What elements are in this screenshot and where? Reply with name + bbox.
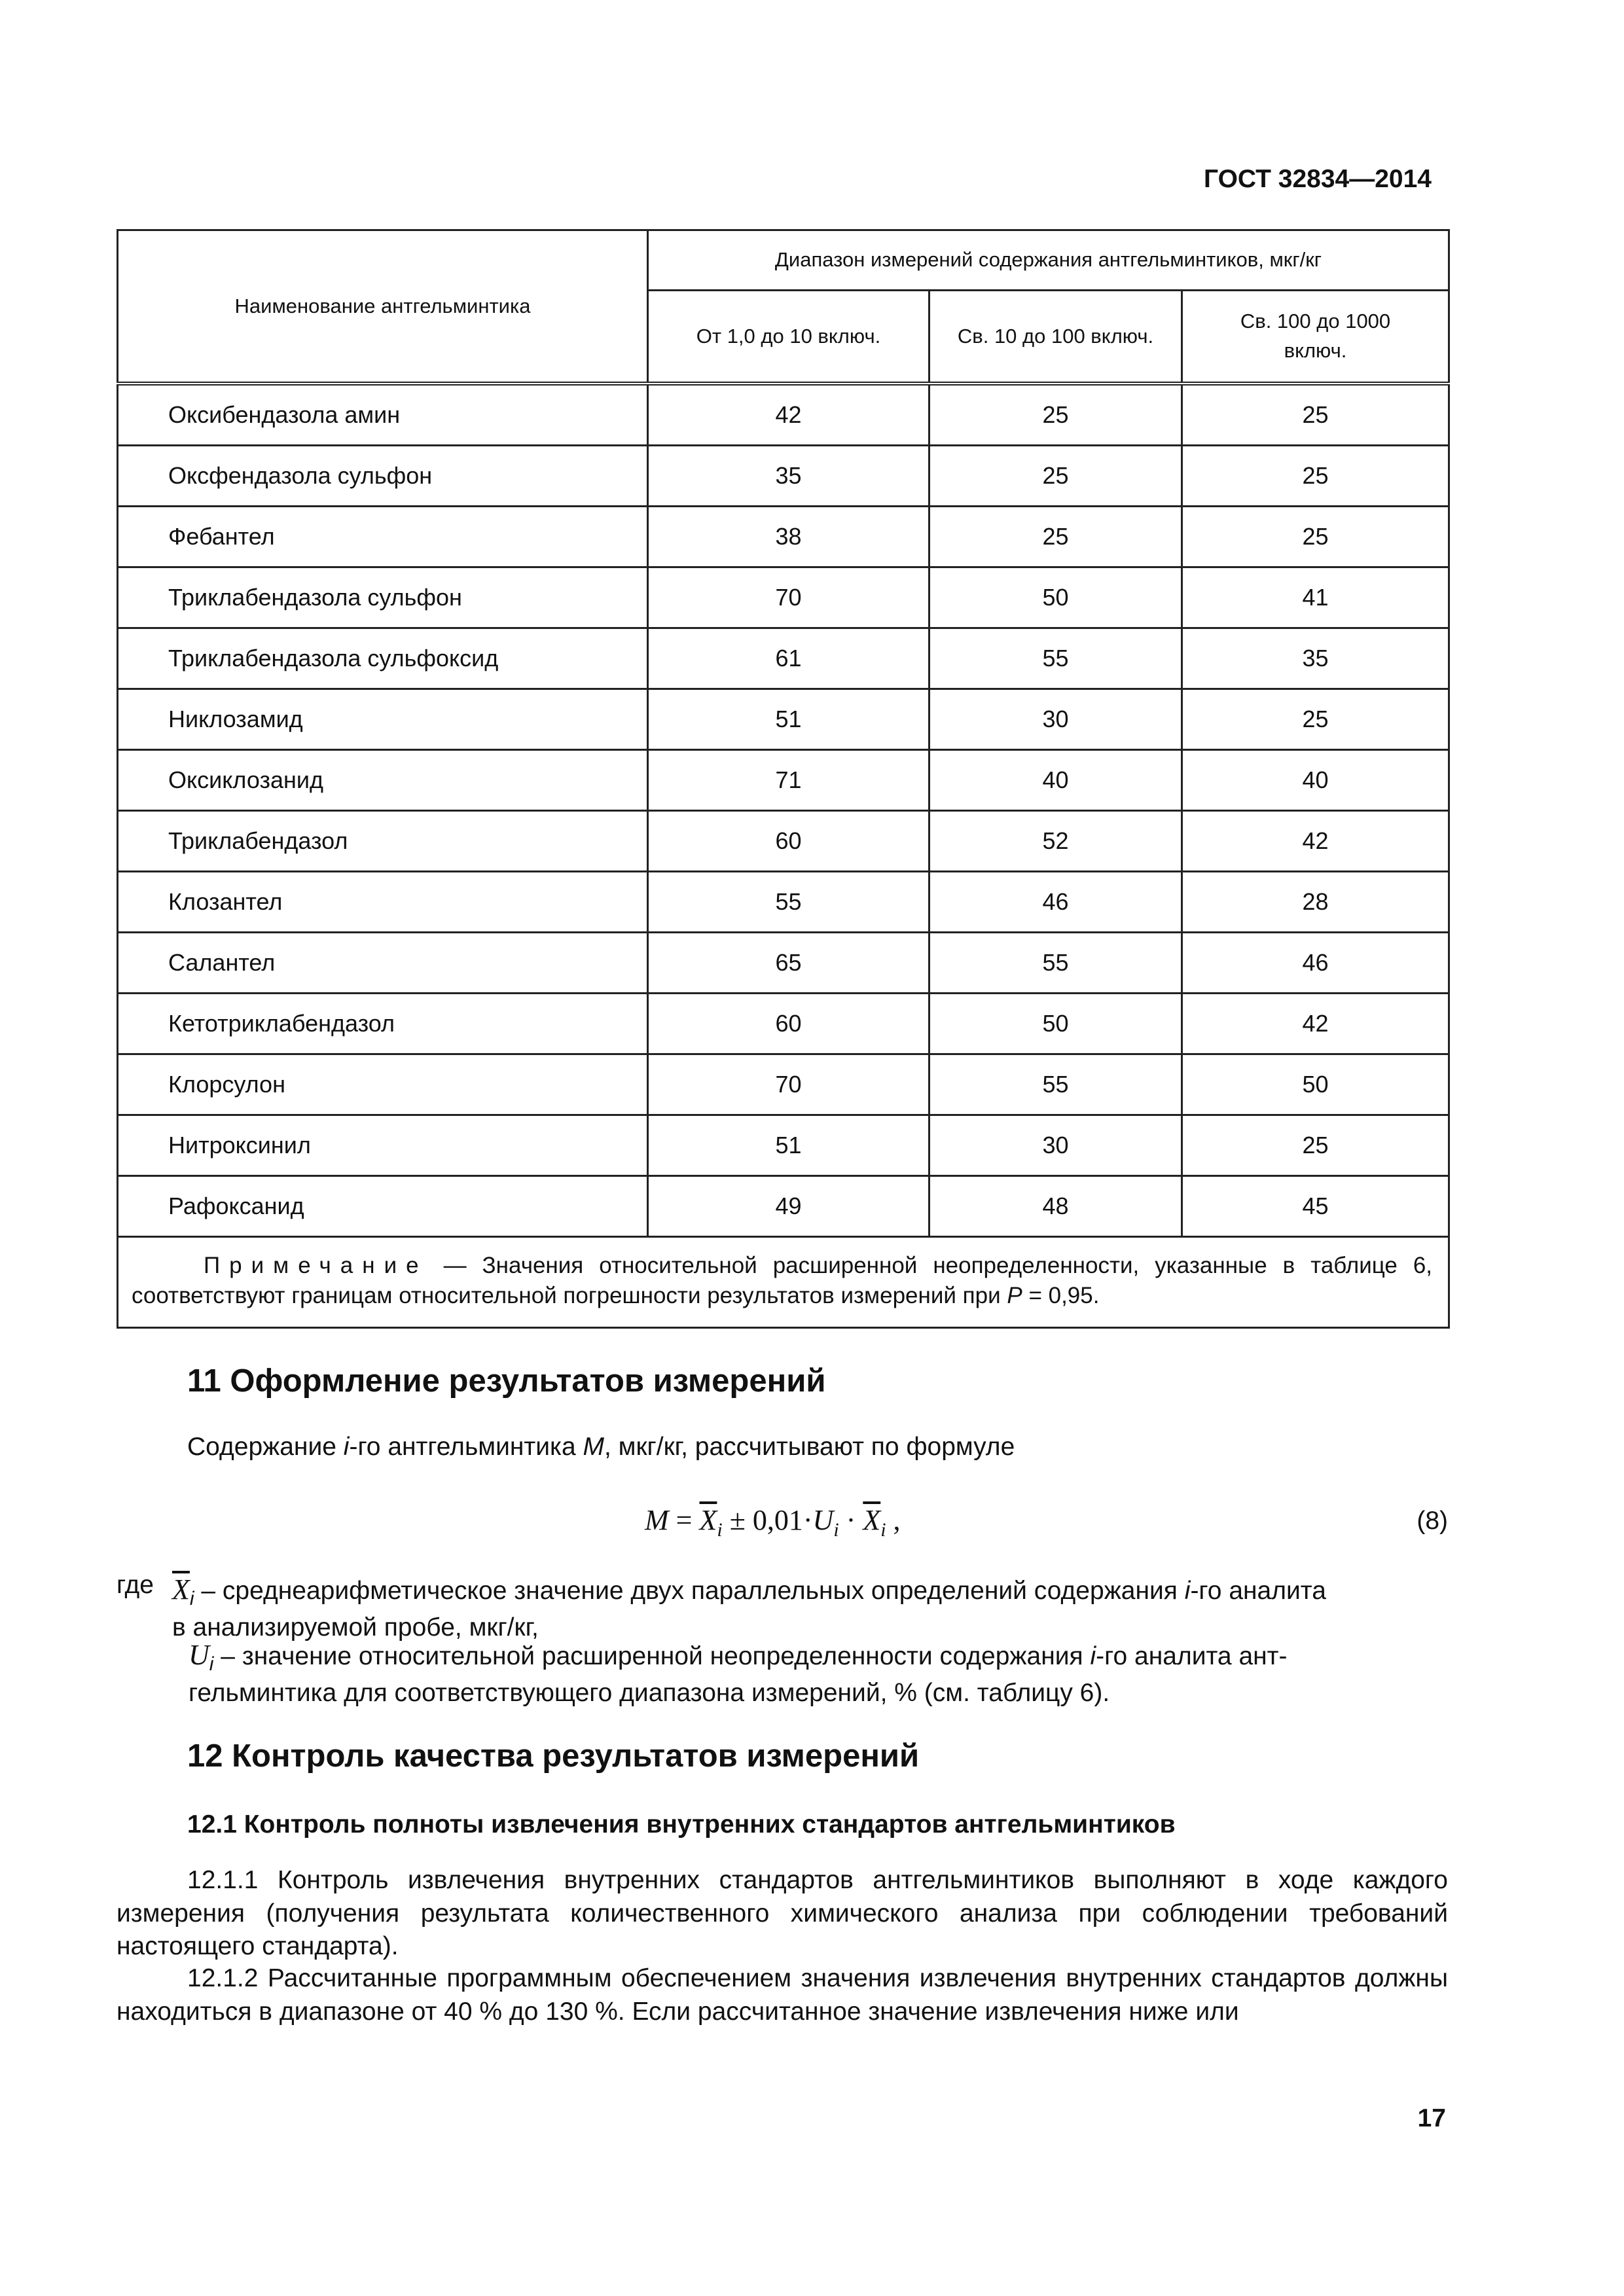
row-value-1: 51 bbox=[648, 689, 929, 750]
section-11-heading: 11 Оформление результатов измерений bbox=[187, 1363, 826, 1399]
row-value-3: 46 bbox=[1182, 933, 1449, 994]
formula-pm: ± 0,01· bbox=[722, 1504, 813, 1536]
row-value-2: 50 bbox=[929, 994, 1182, 1054]
document-id: ГОСТ 32834—2014 bbox=[1204, 165, 1432, 193]
row-value-3: 35 bbox=[1182, 628, 1449, 689]
row-value-2: 46 bbox=[929, 872, 1182, 933]
row-value-3: 50 bbox=[1182, 1054, 1449, 1115]
row-value-1: 55 bbox=[648, 872, 929, 933]
table-row bbox=[118, 933, 1449, 994]
row-value-2: 55 bbox=[929, 1054, 1182, 1115]
row-value-1: 65 bbox=[648, 933, 929, 994]
row-value-1: 60 bbox=[648, 811, 929, 872]
row-value-3: 40 bbox=[1182, 750, 1449, 811]
row-name: Клозантел bbox=[118, 872, 648, 933]
table-row bbox=[118, 750, 1449, 811]
formula-u: U bbox=[812, 1504, 834, 1536]
row-value-2: 40 bbox=[929, 750, 1182, 811]
row-value-1: 51 bbox=[648, 1115, 929, 1176]
row-value-2: 50 bbox=[929, 567, 1182, 628]
def-u-text: – значение относительной расширенной неопределенности содержания bbox=[221, 1642, 1083, 1670]
note-label: Примечание bbox=[204, 1253, 428, 1278]
row-value-2: 25 bbox=[929, 384, 1182, 446]
table-row bbox=[118, 1115, 1449, 1176]
definition-u bbox=[189, 1636, 1448, 1710]
row-name: Оксиклозанид bbox=[118, 750, 648, 811]
def-u-text-c: гельминтика для соответствующего диапазона измерений, % (см. таблицу 6). bbox=[189, 1678, 1110, 1707]
def-x-i: i bbox=[1184, 1577, 1191, 1605]
table-row bbox=[118, 689, 1449, 750]
def-u-text-b: -го аналита ант- bbox=[1096, 1642, 1288, 1670]
row-value-1: 71 bbox=[648, 750, 929, 811]
row-name: Нитроксинил bbox=[118, 1115, 648, 1176]
row-value-2: 52 bbox=[929, 811, 1182, 872]
row-name: Рафоксанид bbox=[118, 1176, 648, 1237]
def-x-text: – среднеарифметическое значение двух параллельных определений содержания bbox=[201, 1577, 1178, 1605]
section-11-intro bbox=[117, 1431, 1448, 1464]
row-value-2: 25 bbox=[929, 507, 1182, 567]
row-value-3: 25 bbox=[1182, 689, 1449, 750]
def-x-symbol: $\overline{X}$ bbox=[172, 1573, 190, 1605]
formula-sub-i-3: i bbox=[880, 1518, 886, 1541]
table-row bbox=[118, 811, 1449, 872]
intro-text-3: , мкг/кг, рассчитывают по формуле bbox=[604, 1433, 1015, 1461]
row-value-2: 30 bbox=[929, 689, 1182, 750]
intro-text: Содержание bbox=[187, 1433, 336, 1461]
formula-comma: , bbox=[886, 1504, 901, 1536]
formula-dot: · bbox=[839, 1504, 863, 1536]
row-name: Фебантел bbox=[118, 507, 648, 567]
row-name: Оксибендазола амин bbox=[118, 384, 648, 446]
def-x-sub: i bbox=[189, 1587, 194, 1609]
table-row bbox=[118, 567, 1449, 628]
row-value-1: 60 bbox=[648, 994, 929, 1054]
note-text-end: = 0,95. bbox=[1028, 1283, 1100, 1309]
row-value-1: 42 bbox=[648, 384, 929, 446]
formula-eq: = bbox=[668, 1504, 700, 1536]
formula-sub-i: i bbox=[717, 1518, 723, 1541]
col-header-range-1: От 1,0 до 10 включ. bbox=[648, 291, 929, 384]
formula-8 bbox=[645, 1503, 901, 1541]
row-value-2: 55 bbox=[929, 933, 1182, 994]
row-value-3: 41 bbox=[1182, 567, 1449, 628]
row-value-2: 30 bbox=[929, 1115, 1182, 1176]
page-number: 17 bbox=[1417, 2104, 1446, 2132]
def-x-text-b: -го аналита bbox=[1190, 1577, 1326, 1605]
row-name: Кетотриклабендазол bbox=[118, 994, 648, 1054]
row-value-3: 42 bbox=[1182, 811, 1449, 872]
uncertainty-table bbox=[117, 229, 1450, 1329]
row-value-3: 42 bbox=[1182, 994, 1449, 1054]
row-name: Оксфендазола сульфон bbox=[118, 446, 648, 507]
row-value-3: 45 bbox=[1182, 1176, 1449, 1237]
def-u-symbol: U bbox=[189, 1639, 209, 1671]
formula-x-mean: $\overline{X}$ bbox=[699, 1504, 717, 1536]
section-12-1-heading: 12.1 Контроль полноты извлечения внутренних стандартов антгельминтиков bbox=[187, 1810, 1176, 1839]
row-name: Триклабендазол bbox=[118, 811, 648, 872]
row-name: Никлозамид bbox=[118, 689, 648, 750]
row-value-2: 25 bbox=[929, 446, 1182, 507]
row-name: Триклабендазола сульфоксид bbox=[118, 628, 648, 689]
row-value-3: 25 bbox=[1182, 446, 1449, 507]
equation-number: (8) bbox=[1416, 1507, 1448, 1535]
table-row bbox=[118, 446, 1449, 507]
row-value-3: 25 bbox=[1182, 1115, 1449, 1176]
row-value-1: 70 bbox=[648, 567, 929, 628]
table-row bbox=[118, 1176, 1449, 1237]
where-word: где bbox=[117, 1571, 154, 1599]
table-note bbox=[118, 1237, 1449, 1328]
def-u-sub: i bbox=[209, 1653, 214, 1675]
intro-i: i bbox=[343, 1433, 350, 1461]
formula-sub-i-2: i bbox=[833, 1518, 839, 1541]
table-row bbox=[118, 507, 1449, 567]
def-u-i: i bbox=[1090, 1642, 1096, 1670]
row-value-1: 49 bbox=[648, 1176, 929, 1237]
note-text: — Значения относительной расширенной неопределенности, указанные в таблице 6, соответствуют границам относительной погрешности результатов измерений при bbox=[132, 1253, 1433, 1309]
col-header-name: Наименование антгельминтика bbox=[118, 230, 648, 384]
col-header-range-3: Св. 100 до 1000 включ. bbox=[1182, 291, 1449, 384]
row-value-2: 48 bbox=[929, 1176, 1182, 1237]
row-name: Салантел bbox=[118, 933, 648, 994]
row-name: Клорсулон bbox=[118, 1054, 648, 1115]
formula-x-mean-2: $\overline{X}$ bbox=[863, 1504, 881, 1536]
paragraph-12-1-2: 12.1.2 Рассчитанные программным обеспечением значения извлечения внутренних стандартов должны находиться в диапазоне от 40 % до 130 %. Если рассчитанное значение извлечения ниже или bbox=[117, 1964, 1448, 2026]
intro-text-2: -го антгельминтика bbox=[349, 1433, 576, 1461]
paragraph-12-1-1: 12.1.1 Контроль извлечения внутренних стандартов антгельминтиков выполняют в ходе каждого измерения (получения результата количественного химического анализа при соблюдении требований настоящего стандарта). bbox=[117, 1866, 1448, 1961]
row-value-3: 25 bbox=[1182, 384, 1449, 446]
table-row bbox=[118, 994, 1449, 1054]
table-row bbox=[118, 1054, 1449, 1115]
row-value-3: 25 bbox=[1182, 507, 1449, 567]
row-value-1: 38 bbox=[648, 507, 929, 567]
table-row bbox=[118, 872, 1449, 933]
col-header-range-2: Св. 10 до 100 включ. bbox=[929, 291, 1182, 384]
definition-x bbox=[172, 1571, 1448, 1644]
row-value-1: 70 bbox=[648, 1054, 929, 1115]
row-value-1: 61 bbox=[648, 628, 929, 689]
row-value-2: 55 bbox=[929, 628, 1182, 689]
table-row bbox=[118, 384, 1449, 446]
col-header-range-group: Диапазон измерений содержания антгельминтиков, мкг/кг bbox=[648, 230, 1449, 291]
row-value-1: 35 bbox=[648, 446, 929, 507]
def-x-text-c: в анализируемой пробе, мкг/кг, bbox=[172, 1613, 539, 1641]
table-row bbox=[118, 628, 1449, 689]
section-12-heading: 12 Контроль качества результатов измерений bbox=[187, 1738, 920, 1774]
row-value-3: 28 bbox=[1182, 872, 1449, 933]
row-name: Триклабендазола сульфон bbox=[118, 567, 648, 628]
intro-m: M bbox=[583, 1433, 604, 1461]
formula-m: M bbox=[645, 1504, 669, 1536]
note-p-symbol: P bbox=[1007, 1283, 1022, 1309]
